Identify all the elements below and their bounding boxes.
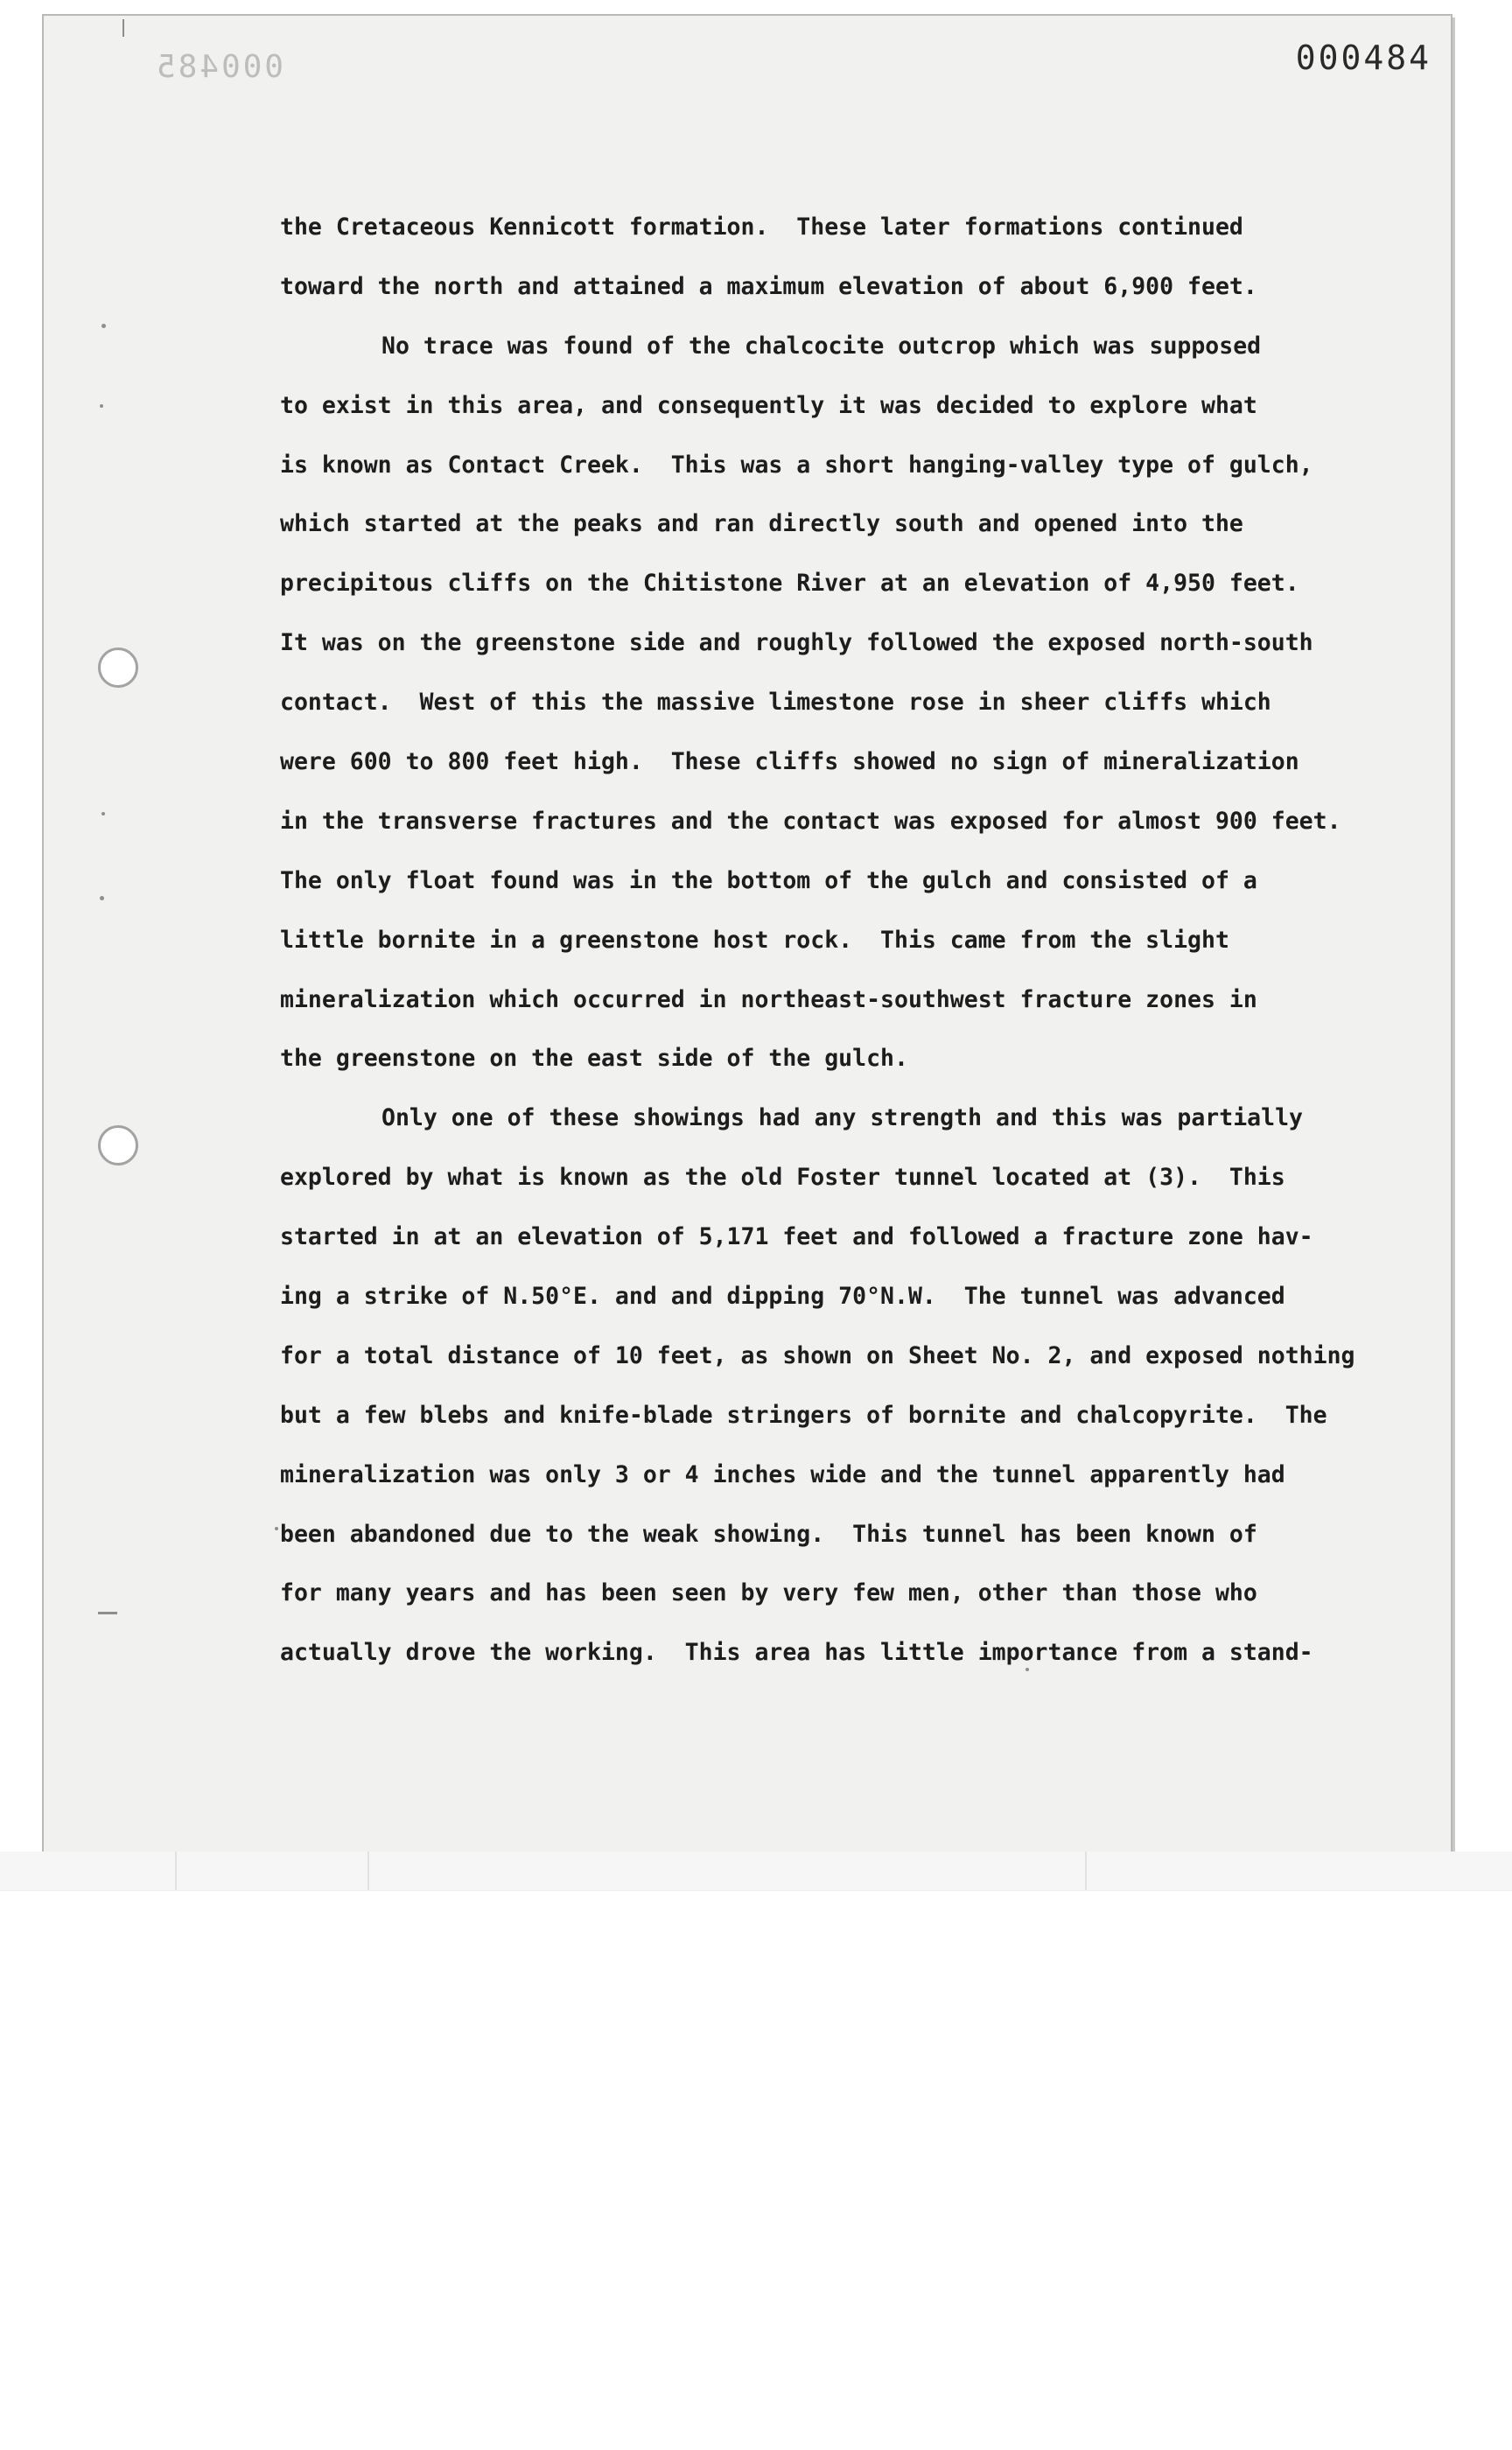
text-line: actually drove the working. This area has little importance from a stand- — [280, 1639, 1313, 1667]
text-line: the greenstone on the east side of the gulch. — [280, 1045, 908, 1073]
text-line: were 600 to 800 feet high. These cliffs showed no sign of mineralization — [280, 748, 1299, 776]
text-line: for many years and has been seen by very few men, other than those who — [280, 1579, 1257, 1607]
text-line: mineralization which occurred in northeast-southwest fracture zones in — [280, 985, 1257, 1013]
text-line: been abandoned due to the weak showing. This tunnel has been known of — [280, 1520, 1257, 1548]
typewritten-body — [280, 198, 1418, 1683]
text-line: for a total distance of 10 feet, as shown on Sheet No. 2, and exposed nothing — [280, 1341, 1355, 1369]
text-line: which started at the peaks and ran directly south and opened into the — [280, 510, 1243, 538]
scan-artifact-line — [175, 1852, 177, 1890]
text-line: precipitous cliffs on the Chitistone River at an elevation of 4,950 feet. — [280, 570, 1299, 598]
page-number-stamp: 000484 — [1295, 38, 1432, 77]
scan-speck — [100, 404, 103, 408]
text-line: toward the north and attained a maximum elevation of about 6,900 feet. — [280, 272, 1257, 300]
scan-artifact-line — [1085, 1852, 1087, 1890]
edge-tick-mark — [122, 19, 124, 37]
text-line: the Cretaceous Kennicott formation. These later formations continued — [280, 214, 1243, 241]
punch-hole-upper — [98, 648, 138, 688]
text-line: is known as Contact Creek. This was a short hanging-valley type of gulch, — [280, 451, 1313, 479]
text-line: It was on the greenstone side and roughly followed the exposed north-south — [280, 629, 1313, 657]
scan-speck — [102, 812, 105, 816]
text-line: started in at an elevation of 5,171 feet and followed a fracture zone hav- — [280, 1223, 1313, 1251]
text-line: explored by what is known as the old Foster tunnel located at (3). This — [280, 1164, 1285, 1192]
scan-speck — [100, 896, 104, 900]
text-line: little bornite in a greenstone host rock. This came from the slight — [280, 926, 1229, 954]
punch-hole-lower — [98, 1125, 138, 1166]
text-line: contact. West of this the massive limestone rose in sheer cliffs which — [280, 689, 1271, 717]
text-line: The only float found was in the bottom of the gulch and consisted of a — [280, 866, 1257, 894]
scan-speck — [275, 1527, 278, 1530]
margin-dash-mark — [98, 1612, 117, 1614]
text-line: in the transverse fractures and the contact was exposed for almost 900 feet. — [280, 807, 1341, 835]
text-line: Only one of these showings had any strength and this was partially — [382, 1104, 1303, 1132]
text-line: No trace was found of the chalcocite outcrop which was supposed — [382, 332, 1262, 360]
bleed-through-stamp: 000485 — [154, 49, 284, 85]
text-line: to exist in this area, and consequently it was decided to explore what — [280, 391, 1257, 419]
scan-edge-strip — [0, 1852, 1512, 1891]
text-line: ing a strike of N.50°E. and and dipping 70°N.W. The tunnel was advanced — [280, 1283, 1285, 1311]
text-line: but a few blebs and knife-blade stringers of bornite and chalcopyrite. The — [280, 1401, 1327, 1429]
scan-speck — [102, 324, 106, 328]
scan-artifact-line — [368, 1852, 369, 1890]
text-line: mineralization was only 3 or 4 inches wide and the tunnel apparently had — [280, 1460, 1285, 1488]
